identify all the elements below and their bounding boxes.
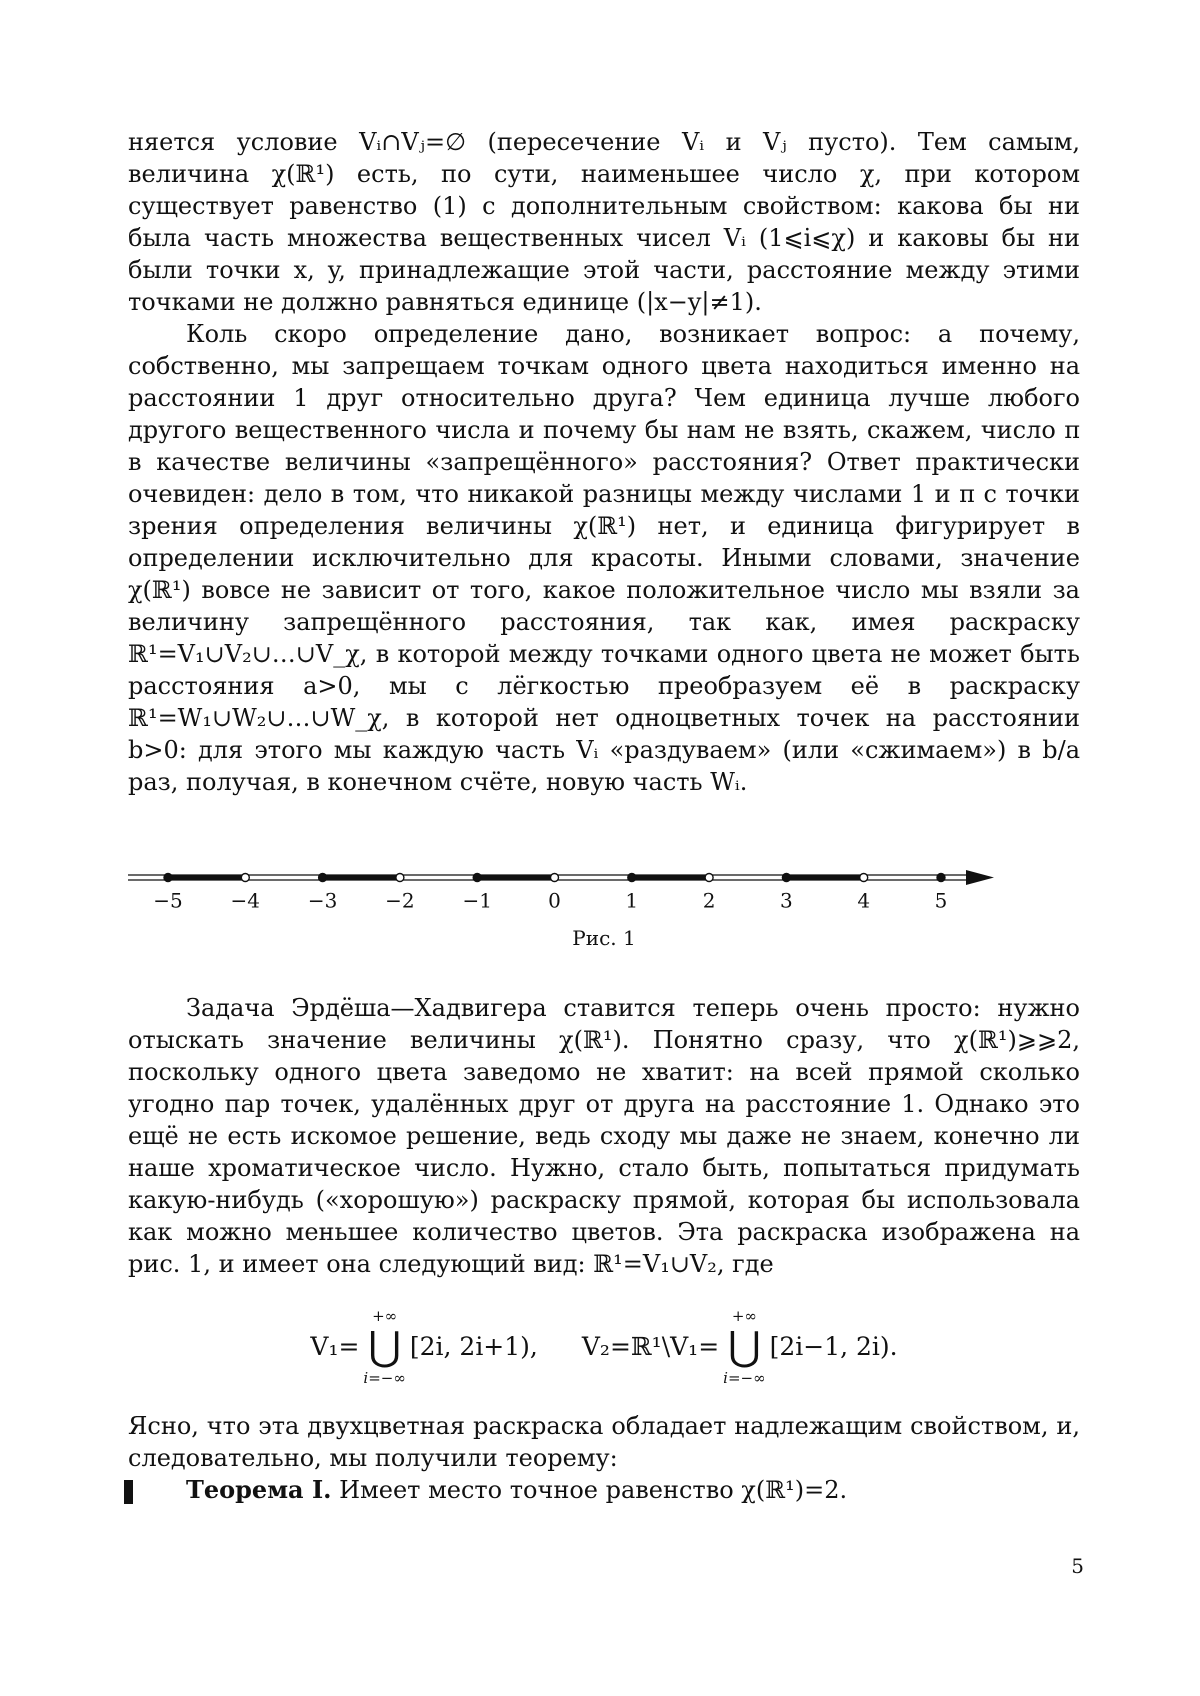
theorem-block <box>128 1474 1080 1506</box>
union-operator-left <box>363 1307 405 1387</box>
open-point <box>551 874 559 882</box>
paragraph-3: Задача Эрдёша—Хадвигера ставится теперь очень просто: нужно отыскать значение величины χ(ℝ¹). Понятно сразу, что χ(ℝ¹)⩾⩾2, поскольку одного цвета заведомо не хватит: на всей прямой сколько угодно пар точек, удалённых друг от друга на расстояние 1. Однако это ещё не есть искомое решение, ведь сходу мы даже не знаем, конечно ли наше хроматическое число. Нужно, стало быть, попытаться придумать какую-нибудь («хорошую») раскраску прямой, которая бы использовала как можно меньшее количество цветов. Эта раскраска изображена на рис. 1, и имеет она следующий вид: ℝ¹=V₁∪V₂, где <box>128 994 1080 1278</box>
formula-v2-rhs: [2i−1, 2i). <box>769 1332 898 1361</box>
tick-label: 0 <box>548 888 561 913</box>
tick-label: 3 <box>780 888 793 913</box>
filled-point <box>319 874 327 882</box>
figure-1 <box>128 838 1080 978</box>
figure-caption: Рис. 1 <box>572 926 636 950</box>
theorem-marker-icon <box>124 1480 133 1504</box>
formula-v1-rhs: [2i, 2i+1), <box>409 1332 538 1361</box>
theorem-text: Имеет место точное равенство χ(ℝ¹)=2. <box>331 1476 848 1504</box>
tick-label: −3 <box>307 888 338 913</box>
filled-point <box>782 874 790 882</box>
display-formula <box>128 1292 1080 1402</box>
tick-label: 1 <box>625 888 639 913</box>
paragraph-2: Коль скоро определение дано, возникает вопрос: а почему, собственно, мы запрещаем точкам одного цвета находиться именно на расстоянии 1 друг относительно друга? Чем единица лучше любого другого вещественного числа и почему бы нам не взять, скажем, число π в качестве величины «запрещённого» расстояния? Ответ практически очевиден: дело в том, что никакой разницы между числами 1 и π с точки зрения определения величины χ(ℝ¹) нет, и единица фигурирует в определении исключительно для красоты. Иными словами, значение χ(ℝ¹) вовсе не зависит от того, какое положительное число мы взяли за величину запрещённого расстояния, так как, имея раскраску ℝ¹=V₁∪V₂∪…∪V_χ, в которой между точками одного цвета не может быть расстояния a>0, мы с лёгкостью преобразуем её в раскраску ℝ¹=W₁∪W₂∪…∪W_χ, в которой нет одноцветных точек на расстоянии b>0: для этого мы каждую часть Vᵢ «раздуваем» (или «сжимаем») в b/a раз, получая, в конечном счёте, новую часть Wᵢ. <box>128 320 1080 796</box>
page-body <box>128 126 1080 1506</box>
tick-label: 5 <box>934 888 948 913</box>
tick-label: 4 <box>857 888 871 913</box>
union-lower-limit-left: i=−∞ <box>363 1369 406 1387</box>
filled-point <box>628 874 636 882</box>
tick-label: −4 <box>230 888 261 913</box>
tick-label: −2 <box>385 888 415 913</box>
formula-v2-lhs: V₂=ℝ¹\V₁= <box>581 1332 720 1361</box>
axis-arrow-icon <box>966 870 994 885</box>
open-point <box>860 874 868 882</box>
open-point <box>396 874 404 882</box>
union-symbol-left: ⋃ <box>368 1324 402 1370</box>
union-operator-right <box>723 1307 765 1387</box>
theorem-statement <box>128 1474 1080 1506</box>
paragraph-1: няется условие Vᵢ∩Vⱼ=∅ (пересечение Vᵢ и Vⱼ пусто). Тем самым, величина χ(ℝ¹) есть, по сути, наименьшее число χ, при котором существует равенство (1) с дополнительным свойством: какова бы ни была часть множества вещественных чисел Vᵢ (1⩽i⩽χ) и каковы бы ни были точки x, y, принадлежащие этой части, расстояние между этими точками не должно равняться единице (|x−y|≠1). <box>128 128 1081 316</box>
theorem-label: Теорема I. <box>186 1475 332 1504</box>
paragraph-4: Ясно, что эта двухцветная раскраска обладает надлежащим свойством, и, следовательно, мы получили теорему: <box>128 1412 1080 1472</box>
union-upper-limit-left: +∞ <box>372 1307 398 1325</box>
union-symbol-right: ⋃ <box>727 1324 761 1370</box>
union-lower-limit-right: i=−∞ <box>723 1369 766 1387</box>
union-upper-limit-right: +∞ <box>731 1307 757 1325</box>
tick-label: −1 <box>462 888 492 913</box>
formula-v1-lhs: V₁= <box>310 1332 360 1361</box>
filled-point <box>164 874 172 882</box>
page-number: 5 <box>1071 1554 1084 1578</box>
tick-label: −5 <box>153 888 183 913</box>
number-line-diagram <box>128 838 1080 918</box>
tick-label: 2 <box>702 888 716 913</box>
filled-point <box>473 874 481 882</box>
open-point <box>705 874 713 882</box>
open-point <box>241 874 249 882</box>
filled-point <box>937 874 945 882</box>
